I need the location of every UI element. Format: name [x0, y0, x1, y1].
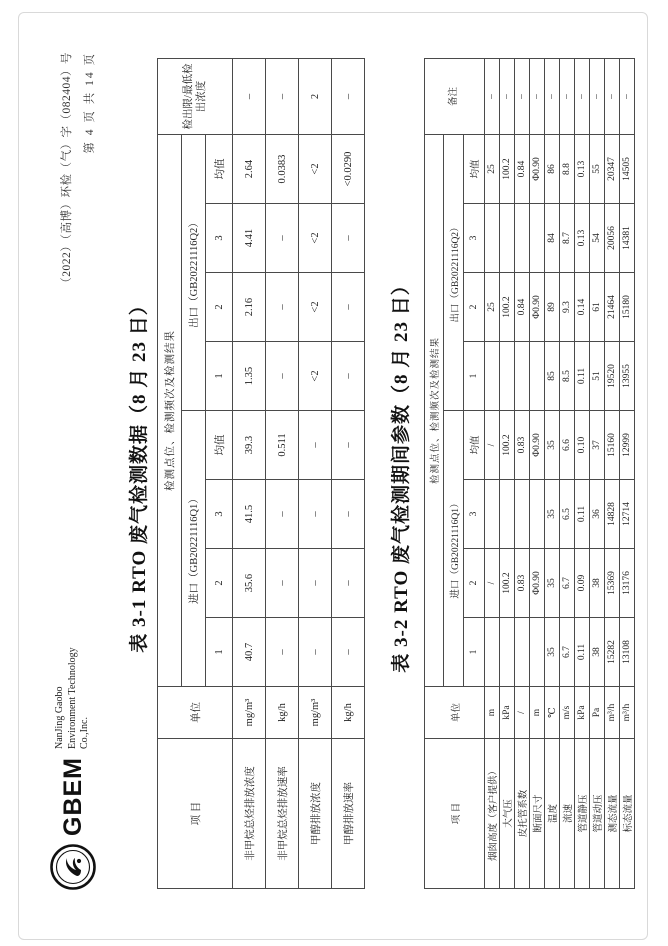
table-row [560, 58, 575, 888]
subcol-header: 1 [464, 618, 485, 687]
subcol-header: 均值 [206, 135, 233, 204]
value-cell: 25 [485, 134, 500, 203]
value-cell: <2 [299, 135, 332, 204]
value-cell: 20347 [605, 134, 620, 203]
unit-cell: mg/m³ [233, 687, 266, 739]
value-cell: 6.7 [560, 549, 575, 618]
last-cell: – [485, 58, 500, 134]
table-row [620, 58, 635, 888]
company-name-line2: Environment Technology [66, 647, 78, 749]
value-cell: 8.7 [560, 204, 575, 273]
value-cell: – [266, 480, 299, 549]
last-cell: – [332, 59, 365, 135]
value-cell: 14381 [620, 204, 635, 273]
value-cell [515, 342, 530, 411]
value-cell: 21464 [605, 273, 620, 342]
value-cell: 1.35 [233, 342, 266, 411]
subcol-header: 2 [206, 273, 233, 342]
table-row [590, 58, 605, 888]
last-cell: – [605, 58, 620, 134]
value-cell: – [266, 204, 299, 273]
value-cell [515, 204, 530, 273]
value-cell: 100.2 [500, 273, 515, 342]
last-cell: – [530, 58, 545, 134]
unit-cell: ℃ [545, 687, 560, 739]
value-cell: 61 [590, 273, 605, 342]
unit-cell: Pa [590, 687, 605, 739]
value-cell: 84 [545, 204, 560, 273]
unit-cell: mg/m³ [299, 687, 332, 739]
col-item-header: 项 目 [158, 739, 233, 889]
table-row [500, 58, 515, 888]
company-name-line1: NanJing Gaobo [54, 686, 66, 749]
table-row [485, 58, 500, 888]
value-cell: 54 [590, 204, 605, 273]
value-cell: 89 [545, 273, 560, 342]
inlet-header: 进口（GB20221116Q1） [182, 411, 206, 687]
col-detection-limit-header: 检出限/最低检出浓度 [158, 59, 233, 135]
value-cell [500, 618, 515, 687]
value-cell: 4.41 [233, 204, 266, 273]
value-cell: 12714 [620, 480, 635, 549]
document-number: （2022）（高博）环检（气）字（082404）号 [61, 52, 73, 289]
value-cell: 38 [590, 549, 605, 618]
item-cell: 大气压 [500, 739, 515, 889]
value-cell: – [332, 480, 365, 549]
subcol-header: 均值 [206, 411, 233, 480]
value-cell: 35 [545, 411, 560, 480]
value-cell [530, 480, 545, 549]
value-cell: <2 [299, 342, 332, 411]
unit-cell: / [515, 687, 530, 739]
col-item-header: 项 目 [425, 739, 485, 889]
value-cell [530, 342, 545, 411]
page-number: 第 4 页 共 14 页 [83, 52, 96, 154]
subcol-header: 均值 [464, 134, 485, 203]
value-cell: 0.13 [575, 134, 590, 203]
subcol-header: 2 [464, 549, 485, 618]
value-cell [485, 480, 500, 549]
value-cell: 0.84 [515, 273, 530, 342]
item-cell: 皮托管系数 [515, 739, 530, 889]
table2-title: 表 3-2 RTO 废气检测期间参数（8 月 23 日） [391, 275, 412, 673]
last-cell: 2 [299, 59, 332, 135]
header-row-1 [158, 59, 182, 889]
table-3-1 [157, 58, 365, 889]
value-cell [500, 342, 515, 411]
value-cell: / [485, 549, 500, 618]
value-cell [530, 204, 545, 273]
value-cell: 0.511 [266, 411, 299, 480]
value-cell: – [299, 411, 332, 480]
value-cell: 14505 [620, 134, 635, 203]
value-cell: 19520 [605, 342, 620, 411]
value-cell: 14828 [605, 480, 620, 549]
value-cell: 35 [545, 618, 560, 687]
value-cell: – [266, 273, 299, 342]
value-cell [515, 618, 530, 687]
value-cell: 39.3 [233, 411, 266, 480]
value-cell: 35.6 [233, 549, 266, 618]
value-cell: 13955 [620, 342, 635, 411]
value-cell: 0.14 [575, 273, 590, 342]
value-cell: 9.3 [560, 273, 575, 342]
table-row [605, 58, 620, 888]
value-cell: 0.13 [575, 204, 590, 273]
value-cell [485, 618, 500, 687]
value-cell: 6.7 [560, 618, 575, 687]
value-cell: 38 [590, 618, 605, 687]
value-cell: – [299, 549, 332, 618]
value-cell: 40.7 [233, 618, 266, 687]
value-cell: 2.64 [233, 135, 266, 204]
value-cell: – [332, 549, 365, 618]
last-cell: – [545, 58, 560, 134]
value-cell: 6.5 [560, 480, 575, 549]
value-cell [500, 480, 515, 549]
span-header: 检测点位、检测频次及检测结果 [425, 134, 444, 686]
value-cell: – [332, 204, 365, 273]
subcol-header: 1 [206, 342, 233, 411]
item-cell: 甲醇排放浓度 [299, 739, 332, 889]
table-row [575, 58, 590, 888]
value-cell: 100.2 [500, 411, 515, 480]
col-unit-header: 单位 [158, 687, 233, 739]
value-cell: – [266, 618, 299, 687]
unit-cell: m/s [560, 687, 575, 739]
unit-cell: kPa [575, 687, 590, 739]
last-cell: – [575, 58, 590, 134]
value-cell [485, 342, 500, 411]
table-row [545, 58, 560, 888]
landscape-page [24, 24, 644, 924]
page-header-block [62, 52, 96, 289]
value-cell: 8.8 [560, 134, 575, 203]
value-cell: – [332, 273, 365, 342]
value-cell: – [266, 549, 299, 618]
unit-cell: kg/h [266, 687, 299, 739]
last-cell: – [266, 59, 299, 135]
table-3-2 [424, 58, 635, 889]
table-row [233, 59, 266, 889]
value-cell: 37 [590, 411, 605, 480]
value-cell: 35 [545, 549, 560, 618]
table-row [515, 58, 530, 888]
value-cell: 86 [545, 134, 560, 203]
table-row [530, 58, 545, 888]
value-cell [515, 480, 530, 549]
subcol-header: 2 [206, 549, 233, 618]
value-cell: 12999 [620, 411, 635, 480]
table1-title: 表 3-1 RTO 废气检测数据（8 月 23 日） [129, 295, 150, 653]
value-cell: 15369 [605, 549, 620, 618]
value-cell: 85 [545, 342, 560, 411]
value-cell [485, 204, 500, 273]
unit-cell: m [530, 687, 545, 739]
subcol-header: 3 [464, 480, 485, 549]
value-cell: – [332, 411, 365, 480]
value-cell: 35 [545, 480, 560, 549]
subcol-header: 均值 [464, 411, 485, 480]
table-row [299, 59, 332, 889]
value-cell: 0.0383 [266, 135, 299, 204]
value-cell: – [332, 342, 365, 411]
value-cell: 0.11 [575, 342, 590, 411]
value-cell: <2 [299, 204, 332, 273]
value-cell: 6.6 [560, 411, 575, 480]
value-cell: 41.5 [233, 480, 266, 549]
header-row-1 [425, 58, 444, 888]
last-cell: – [233, 59, 266, 135]
value-cell: 0.83 [515, 411, 530, 480]
value-cell: Φ0.90 [530, 411, 545, 480]
subcol-header: 3 [206, 204, 233, 273]
value-cell: 100.2 [500, 549, 515, 618]
outlet-header: 出口（GB20221116Q2） [182, 135, 206, 411]
value-cell: – [266, 342, 299, 411]
value-cell: Φ0.90 [530, 273, 545, 342]
item-cell: 温度 [545, 739, 560, 889]
unit-cell: kPa [500, 687, 515, 739]
value-cell: Φ0.90 [530, 134, 545, 203]
table-row [332, 59, 365, 889]
value-cell: – [299, 618, 332, 687]
value-cell: 15180 [620, 273, 635, 342]
span-header: 检测点位、检测频次及检测结果 [158, 135, 182, 687]
item-cell: 流速 [560, 739, 575, 889]
value-cell: / [485, 411, 500, 480]
subcol-header: 3 [206, 480, 233, 549]
col-remark-header: 备注 [425, 58, 485, 134]
value-cell: 0.10 [575, 411, 590, 480]
item-cell: 非甲烷总烃排放浓度 [233, 739, 266, 889]
item-cell: 管道静压 [575, 739, 590, 889]
item-cell: 标态流量 [620, 739, 635, 889]
outlet-header: 出口（GB20221116Q2） [444, 134, 464, 410]
subcol-header: 3 [464, 204, 485, 273]
unit-cell: kg/h [332, 687, 365, 739]
table-row [266, 59, 299, 889]
value-cell: – [332, 618, 365, 687]
company-logo-block [50, 647, 96, 890]
gbem-seal-icon [50, 844, 96, 890]
logo-acronym: GBEM [58, 757, 87, 836]
unit-cell: m³/h [605, 687, 620, 739]
value-cell: Φ0.90 [530, 549, 545, 618]
value-cell: 13108 [620, 618, 635, 687]
item-cell: 断面尺寸 [530, 739, 545, 889]
value-cell: <2 [299, 273, 332, 342]
last-cell: – [500, 58, 515, 134]
last-cell: – [620, 58, 635, 134]
inlet-header: 进口（GB20221116Q1） [444, 411, 464, 687]
last-cell: – [515, 58, 530, 134]
item-cell: 测态流量 [605, 739, 620, 889]
value-cell: – [299, 480, 332, 549]
subcol-header: 1 [464, 342, 485, 411]
value-cell [500, 204, 515, 273]
value-cell: 15282 [605, 618, 620, 687]
value-cell: 55 [590, 134, 605, 203]
value-cell: 100.2 [500, 134, 515, 203]
value-cell: 13176 [620, 549, 635, 618]
value-cell: 8.5 [560, 342, 575, 411]
value-cell: 15160 [605, 411, 620, 480]
value-cell: 0.83 [515, 549, 530, 618]
unit-cell: m³/h [620, 687, 635, 739]
value-cell: 20056 [605, 204, 620, 273]
item-cell: 烟囱高度（客户提供） [485, 739, 500, 889]
company-name-line3: Co.,Inc. [79, 717, 91, 749]
subcol-header: 2 [464, 273, 485, 342]
value-cell [530, 618, 545, 687]
subcol-header: 1 [206, 618, 233, 687]
value-cell: 0.11 [575, 480, 590, 549]
value-cell: 0.09 [575, 549, 590, 618]
value-cell: 36 [590, 480, 605, 549]
value-cell: 51 [590, 342, 605, 411]
last-cell: – [560, 58, 575, 134]
item-cell: 甲醇排放速率 [332, 739, 365, 889]
item-cell: 管道动压 [590, 739, 605, 889]
value-cell: 0.84 [515, 134, 530, 203]
company-name [54, 647, 92, 749]
last-cell: – [590, 58, 605, 134]
unit-cell: m [485, 687, 500, 739]
value-cell: 0.11 [575, 618, 590, 687]
value-cell: <0.0290 [332, 135, 365, 204]
col-unit-header: 单位 [425, 687, 485, 739]
item-cell: 非甲烷总烃排放速率 [266, 739, 299, 889]
value-cell: 2.16 [233, 273, 266, 342]
value-cell: 25 [485, 273, 500, 342]
